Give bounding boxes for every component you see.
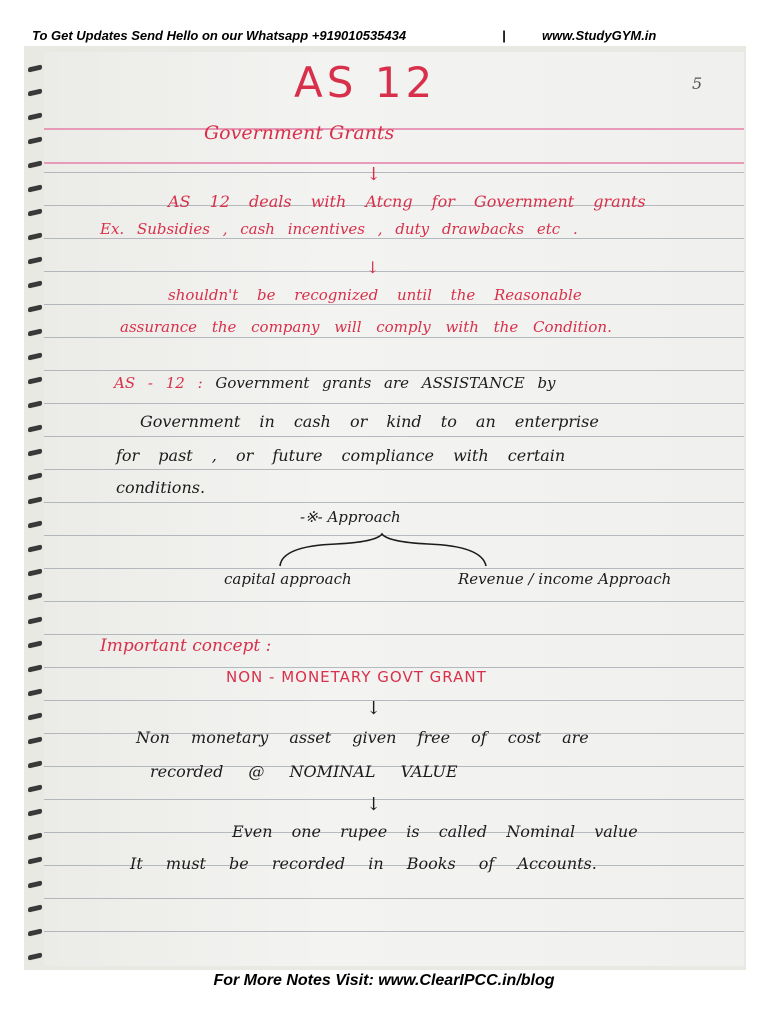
footer-link[interactable]: For More Notes Visit: www.ClearIPCC.in/blog [213,972,555,989]
spiral-ring [28,809,42,817]
header-bar [0,0,768,48]
ruled-line [44,403,744,404]
definition-line-1 [114,374,556,392]
spiral-ring [28,377,42,385]
page-title: AS 12 [294,58,437,107]
spiral-ring [28,449,42,457]
spiral-ring [28,473,42,481]
note-line-3: shouldn't be recognized until the Reasonable [168,286,582,304]
non-monetary-line-3: Even one rupee is called Nominal value [232,822,638,841]
spiral-ring [28,89,42,97]
spiral-ring [28,65,42,73]
ruled-line [44,469,744,470]
notebook-photo [24,46,746,970]
ruled-line [44,898,744,899]
spiral-ring [28,353,42,361]
spiral-ring [28,401,42,409]
spiral-ring [28,521,42,529]
ruled-line [44,271,744,272]
approach-brace [276,532,490,568]
important-concept-label: Important concept : [100,636,272,656]
spiral-ring [28,425,42,433]
spiral-ring [28,905,42,913]
arrow-down-1: ↓ [366,164,382,185]
ruled-line [44,634,744,635]
notebook-page [44,52,744,966]
spiral-ring [28,257,42,265]
page-number: 5 [692,74,703,93]
spiral-ring [28,641,42,649]
ruled-line [44,700,744,701]
approach-heading: -※- Approach [300,508,401,526]
definition-line-4: conditions. [116,478,206,497]
note-line-4: assurance the company will comply with the Condition. [120,318,612,336]
ruled-line [44,601,744,602]
spiral-ring [28,929,42,937]
ruled-line [44,568,744,569]
spiral-ring [28,617,42,625]
non-monetary-line-1: Non monetary asset given free of cost are [136,728,589,747]
definition-line-3: for past , or future compliance with certain [116,446,566,465]
spiral-ring [28,305,42,313]
spiral-ring [28,545,42,553]
ruled-line [44,436,744,437]
spiral-ring [28,857,42,865]
ruled-line [44,502,744,503]
spiral-ring [28,497,42,505]
definition-line-1-text: Government grants are ASSISTANCE by [215,374,556,392]
definition-label: AS - 12 : [114,374,203,392]
approach-left: capital approach [224,570,352,588]
spiral-ring [28,953,42,961]
ruled-line [44,337,744,338]
spiral-ring [28,713,42,721]
arrow-down-2: ↓ [366,258,380,277]
arrow-down-3: ↓ [366,698,382,719]
spiral-ring [28,233,42,241]
ruled-line [44,931,744,932]
approach-right: Revenue / income Approach [458,570,672,588]
ruled-line [44,799,744,800]
note-line-1: AS 12 deals with Atcng for Government grants [168,192,646,211]
spiral-ring [28,833,42,841]
spiral-ring [28,329,42,337]
spiral-ring [28,281,42,289]
ruled-line [44,172,744,173]
header-separator: | [502,28,506,43]
margin-line [44,162,744,164]
definition-line-2: Government in cash or kind to an enterprise [140,412,599,431]
page-subtitle: Government Grants [204,122,395,144]
spiral-ring [28,113,42,121]
spiral-ring [28,785,42,793]
spiral-ring [28,209,42,217]
non-monetary-heading: NON - MONETARY GOVT GRANT [226,668,487,686]
spiral-ring [28,593,42,601]
ruled-line [44,304,744,305]
header-site-link[interactable]: www.StudyGYM.in [542,28,657,43]
spiral-ring [28,137,42,145]
whatsapp-text: To Get Updates Send Hello on our Whatsapp +919010535434 [32,28,407,43]
non-monetary-line-2: recorded @ NOMINAL VALUE [150,762,458,781]
spiral-ring [28,665,42,673]
spiral-ring [28,761,42,769]
spiral-ring [28,737,42,745]
spiral-ring [28,161,42,169]
spiral-ring [28,689,42,697]
ruled-line [44,238,744,239]
spiral-ring [28,569,42,577]
non-monetary-line-4: It must be recorded in Books of Accounts. [130,854,597,873]
spiral-ring [28,185,42,193]
ruled-line [44,370,744,371]
spiral-ring [28,881,42,889]
arrow-down-4: ↓ [366,794,382,815]
note-line-2: Ex. Subsidies , cash incentives , duty drawbacks etc . [100,220,578,238]
